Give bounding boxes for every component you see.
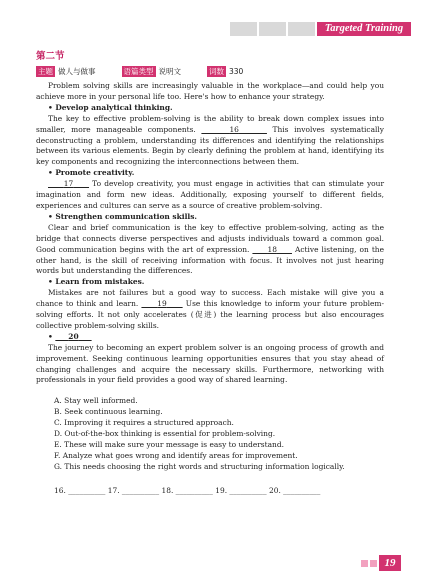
option-item: C. Improving it requires a structured approach. [54, 418, 234, 428]
blank-19[interactable] [141, 299, 182, 308]
blank-20[interactable] [55, 332, 91, 341]
blank-number: 16 [229, 124, 239, 134]
header-block [259, 22, 286, 36]
paragraph-text: This involves systematically deconstructing a problem, understanding its differences and identifying the relationships between its various elements. Begin by clearly defining the problem at hand, identifying its key components and recognizing the interconnections between them. [36, 124, 384, 167]
blank-18[interactable] [252, 245, 292, 254]
paragraph-text: To develop creativity, you must engage in activities that can stimulate your imagination and form new ideas. Additionally, exposing yourself to different fields, experiences and cultures can serve as a source of creative problem-solving. [36, 179, 385, 210]
paragraph [36, 223, 384, 278]
passage-meta [36, 66, 243, 77]
subheading: • Strengthen communication skills. [48, 211, 198, 221]
page-number-area [361, 555, 401, 571]
genre-tag: 语篇类型 [123, 67, 154, 76]
header-block [288, 22, 315, 36]
decor-square [361, 560, 368, 567]
page-number: 19 [379, 555, 401, 571]
blank-16[interactable] [201, 125, 267, 134]
option-item: B. Seek continuous learning. [54, 407, 163, 417]
blank-number: 20 [68, 331, 79, 341]
page-header [230, 22, 411, 36]
header-block [230, 22, 257, 36]
option-item: G. This needs choosing the right words and structuring information logically. [54, 461, 345, 471]
blank-number: 18 [267, 244, 277, 254]
paragraph [36, 114, 384, 169]
blank-number: 17 [63, 179, 74, 189]
paragraph: The journey to becoming an expert problem solver is an ongoing process of growth and improvement. Seeking continuous learning opportunities ensures that you stay ahead of changing challenges and acquire the necessary skills. Furthermore, networking with professionals in your field provides a good way of shared learning. [36, 342, 384, 385]
subheading: • Develop analytical thinking. [48, 102, 173, 112]
option-item: F. Analyze what goes wrong and identify areas for improvement. [54, 450, 298, 460]
option-item: D. Out-of-the-box thinking is essential for problem-solving. [54, 429, 276, 439]
paragraph-text: Active listening, on the other hand, is the skill of receiving information with focus. It involves not just hearing words but understanding the differences. [36, 244, 384, 276]
paragraph-text: Use this knowledge to inform your future problem-solving efforts. It not only accelerates (促进) the learning process but also encourages collective problem-solving skills. [36, 299, 384, 330]
blank-17[interactable] [48, 179, 89, 188]
theme-value: 做人与做事 [58, 67, 96, 76]
blank-number: 19 [157, 299, 167, 309]
paragraph: Problem solving skills are increasingly valuable in the workplace—and could help you achieve more in your personal life too. Here's how to enhance your strategy. [36, 81, 384, 101]
wordcount-tag: 词数 [209, 67, 224, 76]
option-item: A. Stay well informed. [54, 396, 138, 406]
section-title: 第二节 [36, 51, 65, 62]
subheading: • Learn from mistakes. [48, 277, 145, 287]
paragraph-text: The key to effective problem-solving is the ability to break down complex issues into smaller, more manageable components. [36, 113, 384, 134]
paragraph-text: Clear and brief communication is the key to effective problem-solving, acting as the bridge that connects diverse perspectives and adjusts individuals toward a common goal. Good communication begins with the art of expression. [36, 222, 384, 254]
theme-tag: 主题 [38, 67, 53, 76]
header-tab-title: Targeted Training [317, 22, 411, 36]
paragraph-text: Mistakes are not failures but a good way to success. Each mistake will give you a chance to think and learn. [36, 288, 384, 309]
genre-value: 说明文 [158, 67, 181, 76]
passage [36, 81, 384, 497]
wordcount-value: 330 [229, 67, 244, 76]
answer-line[interactable]: 16. __________ 17. __________ 18. __________ 19. __________ 20. __________ [54, 485, 321, 495]
subheading: • Promote creativity. [48, 168, 135, 178]
subheading [36, 332, 384, 343]
option-item: E. These will make sure your message is easy to understand. [54, 440, 284, 449]
paragraph [36, 179, 384, 212]
options-list [36, 396, 384, 472]
bullet: • [48, 331, 56, 341]
decor-square [370, 560, 377, 567]
paragraph [36, 288, 384, 332]
